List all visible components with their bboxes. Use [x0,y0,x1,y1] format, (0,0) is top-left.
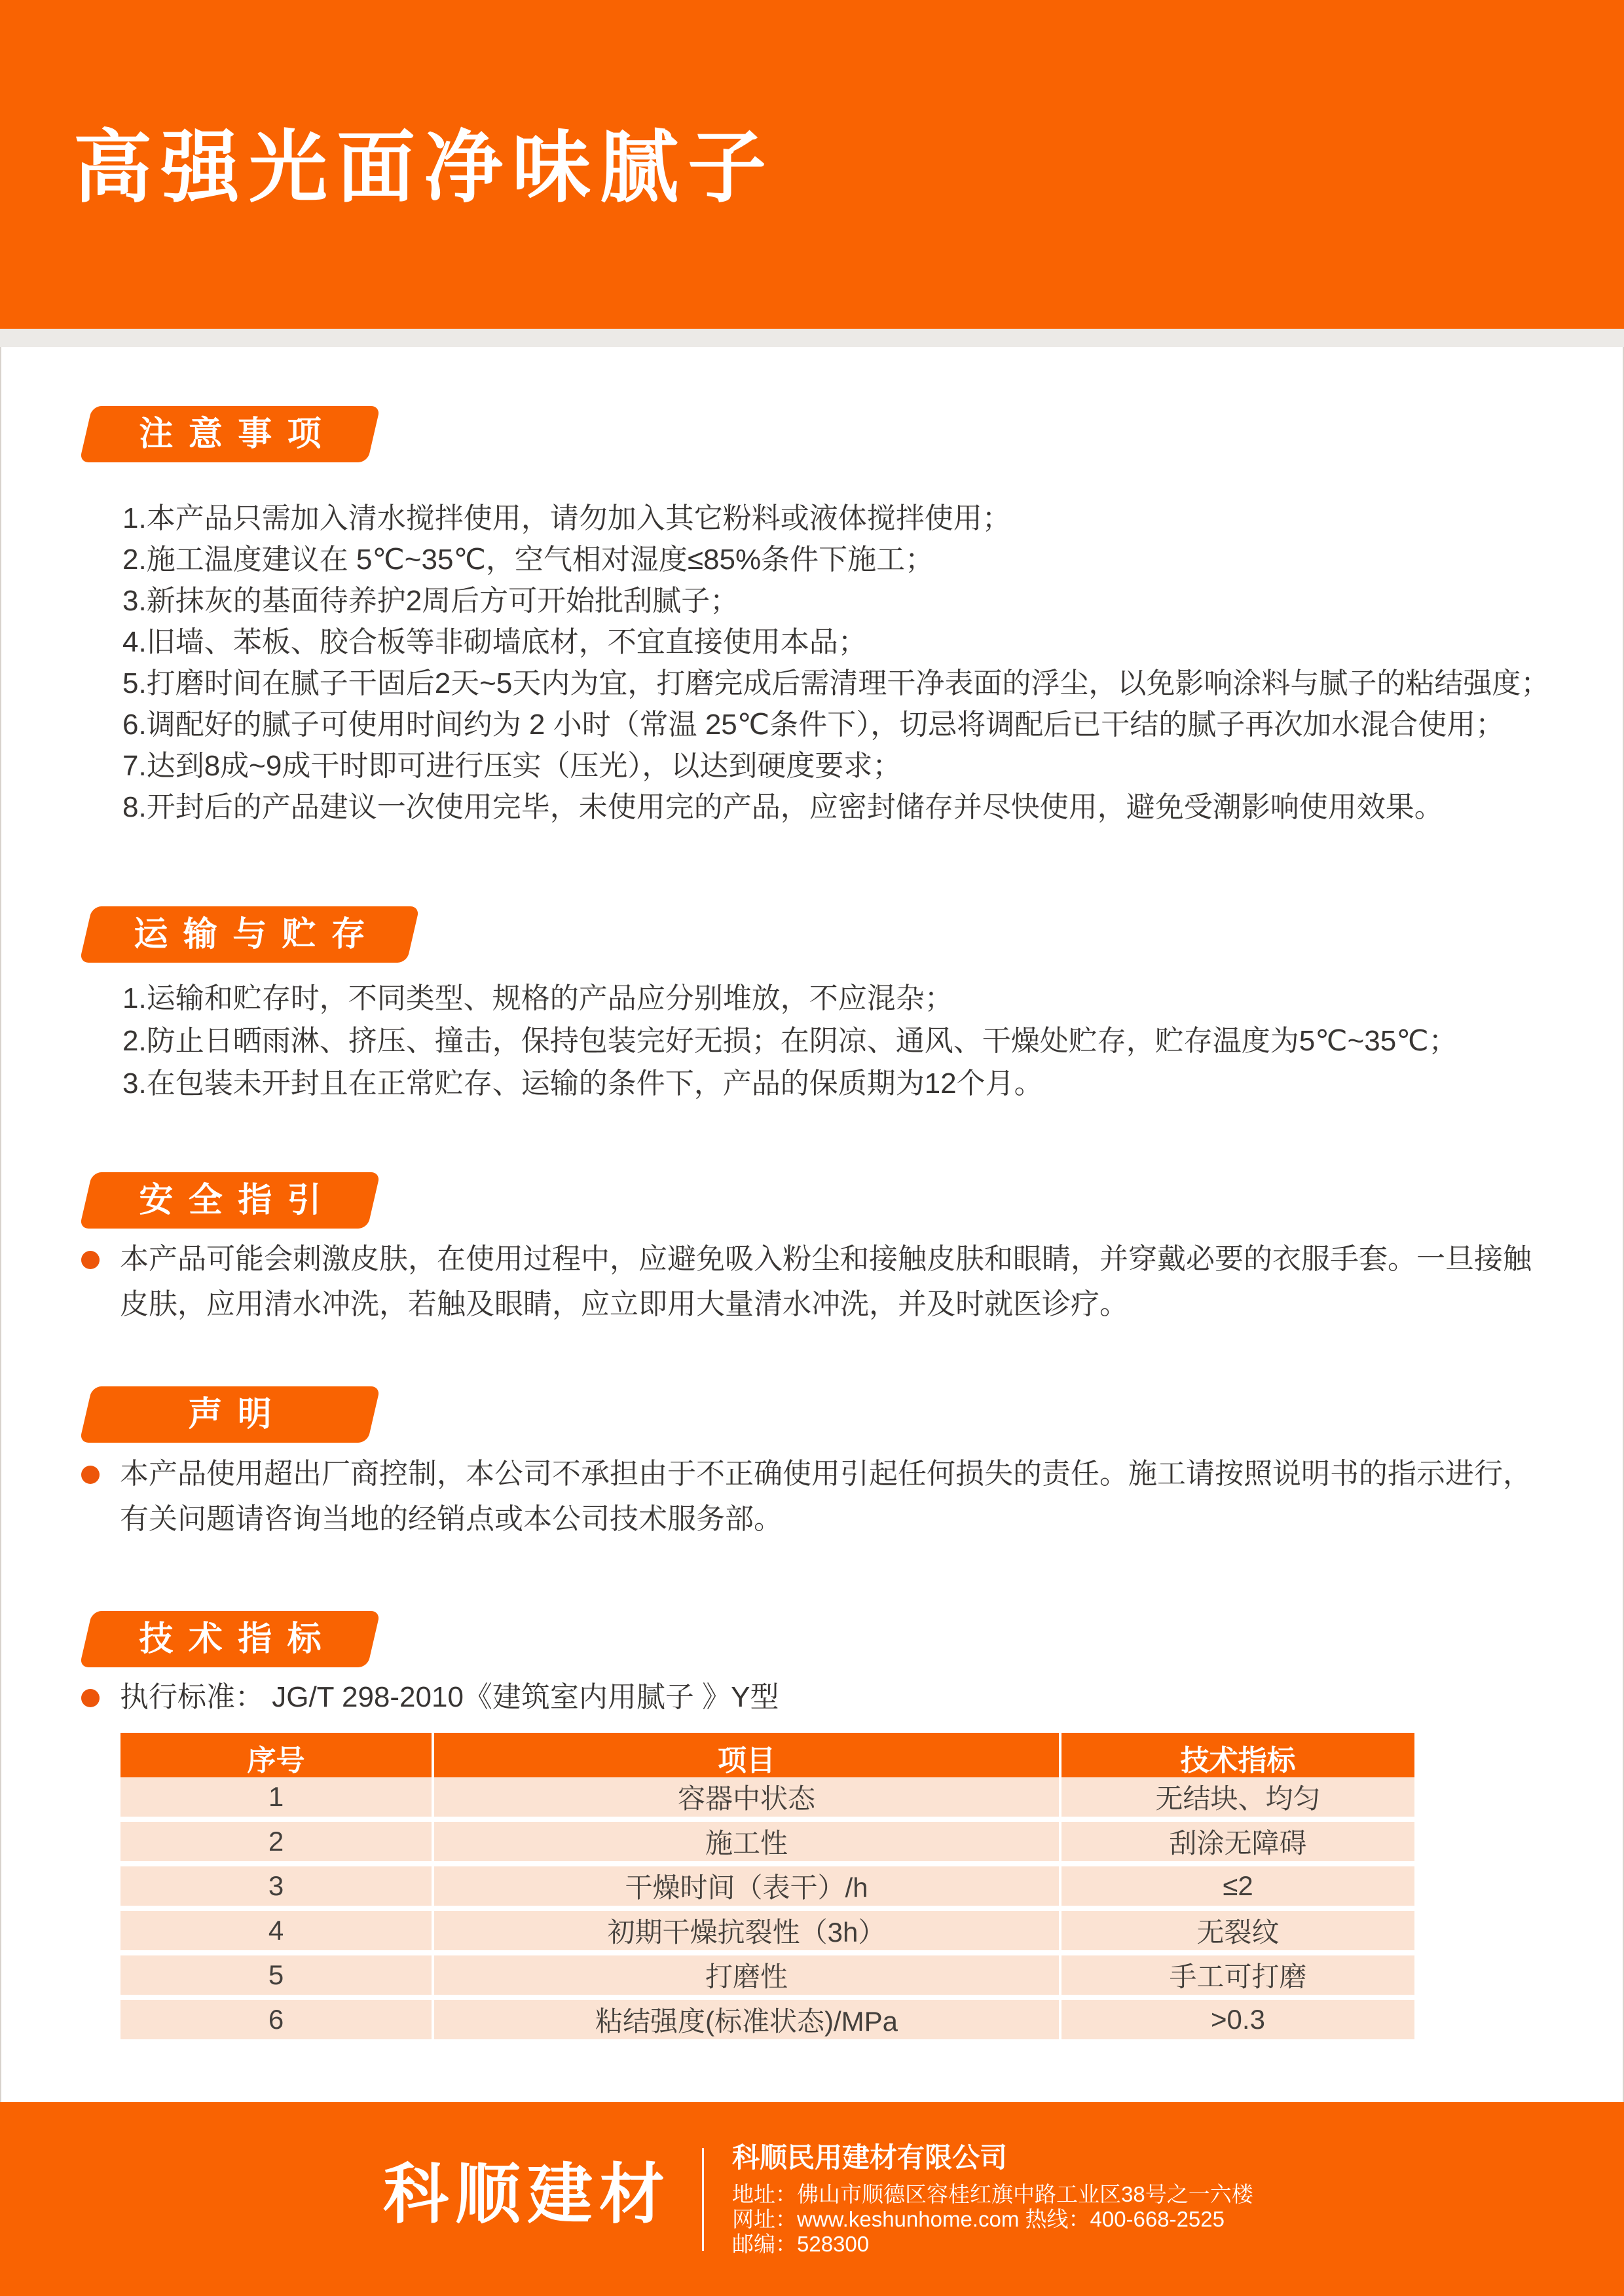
table-cell: 刮涂无障碍 [1059,1822,1414,1861]
notice-item: 4.旧墙、苯板、胶合板等非砌墙底材，不宜直接使用本品； [122,626,867,658]
notice-list [122,498,1549,828]
notice-item: 5.打磨时间在腻子干固后2天~5天内为宜，打磨完成后需清理干净表面的浮尘，以免影响涂料与腻子的粘结强度； [122,667,1550,699]
transport-item: 3.在包装未开封且在正常贮存、运输的条件下，产品的保质期为12个月。 [122,1067,1043,1100]
notice-item: 3.新抹灰的基面待养护2周后方可开始批刮腻子； [122,585,739,617]
table-cell: 5 [120,1955,432,1995]
section-badge-notice [79,406,380,462]
notice-item: 2.施工温度建议在 5℃~35℃，空气相对湿度≤85%条件下施工； [122,544,934,576]
page-title: 高强光面净味腻子 [73,124,775,212]
standard-reference: 执行标准： JG/T 298-2010《建筑室内用腻子 》Y型 [120,1681,779,1713]
statement-line: 有关问题请咨询当地的经销点或本公司技术服务部。 [120,1503,783,1535]
company-name: 科顺民用建材有限公司 [732,2142,1008,2173]
table-cell: 施工性 [432,1822,1059,1861]
table-header-cell: 序号 [120,1733,432,1783]
section-badge-safety [79,1172,380,1229]
table-cell: ≤2 [1059,1866,1414,1906]
table-cell: 干燥时间（表干）/h [432,1866,1059,1906]
section-badge-transport [79,906,420,963]
notice-item: 1.本产品只需加入清水搅拌使用，请勿加入其它粉料或液体搅拌使用； [122,502,1011,534]
section-badge-statement-label: 声明 [188,1396,287,1434]
notice-item: 8.开封后的产品建议一次使用完毕，未使用完的产品，应密封储存并尽快使用，避免受潮影响使用效果。 [122,791,1443,823]
statement-paragraph [120,1451,1532,1542]
table-cell: 无结块、均匀 [1059,1777,1414,1817]
header-divider-strip [0,329,1624,347]
safety-paragraph [120,1236,1532,1327]
statement-line: 本产品使用超出厂商控制，本公司不承担由于不正确使用引起任何损失的责任。施工请按照说明书的指示进行， [120,1458,1532,1490]
notice-item: 6.调配好的腻子可使用时间约为 2 小时（常温 25℃条件下），切忌将调配后已干结的腻子再次加水混合使用； [122,709,1505,741]
safety-line: 皮肤，应用清水冲洗，若触及眼睛，应立即用大量清水冲洗，并及时就医诊疗。 [120,1288,1128,1320]
table-cell: 粘结强度(标准状态)/MPa [432,2000,1059,2039]
notice-item: 7.达到8成~9成干时即可进行压实（压光），以达到硬度要求； [122,750,902,782]
transport-item: 1.运输和贮存时，不同类型、规格的产品应分别堆放，不应混杂； [122,982,953,1014]
spec-table [120,1733,1414,2039]
transport-item: 2.防止日晒雨淋、挤压、撞击，保持包装完好无损；在阴凉、通风、干燥处贮存，贮存温度为5℃~35℃； [122,1025,1458,1057]
footer-info-block [732,2141,1253,2257]
section-badge-specs-label: 技术指标 [138,1620,337,1658]
table-cell: 无裂纹 [1059,1911,1414,1950]
table-cell: 1 [120,1777,432,1817]
section-badge-safety-label: 安全指引 [138,1181,337,1219]
section-badge-statement [79,1386,380,1443]
table-cell: 初期干燥抗裂性（3h） [432,1911,1059,1950]
table-cell: 3 [120,1866,432,1906]
safety-line: 本产品可能会刺激皮肤，在使用过程中，应避免吸入粉尘和接触皮肤和眼睛，并穿戴必要的衣服手套。一旦接触 [120,1243,1532,1275]
section-badge-transport-label: 运输与贮存 [134,916,381,954]
bullet-icon [81,1689,100,1707]
bullet-icon [81,1466,100,1484]
section-badge-notice-label: 注意事项 [138,415,337,453]
table-cell: 4 [120,1911,432,1950]
table-cell: 打磨性 [432,1955,1059,1995]
company-web-hotline: 网址：www.keshunhome.com 热线：400-668-2525 [732,2207,1225,2231]
company-postcode: 邮编：528300 [732,2232,870,2256]
footer-divider-line [702,2148,704,2251]
table-cell: >0.3 [1059,2000,1414,2039]
header-banner [0,0,1624,329]
table-header-cell: 项目 [432,1733,1059,1783]
company-address: 地址：佛山市顺德区容桂红旗中路工业区38号之一六楼 [732,2182,1253,2206]
table-header-cell: 技术指标 [1059,1733,1414,1783]
transport-list [122,977,1458,1105]
table-cell: 6 [120,2000,432,2039]
table-cell: 2 [120,1822,432,1861]
table-cell: 手工可打磨 [1059,1955,1414,1995]
company-logo: 科顺建材 [383,2158,671,2231]
table-cell: 容器中状态 [432,1777,1059,1817]
bullet-icon [81,1251,100,1269]
section-badge-specs [79,1611,380,1667]
